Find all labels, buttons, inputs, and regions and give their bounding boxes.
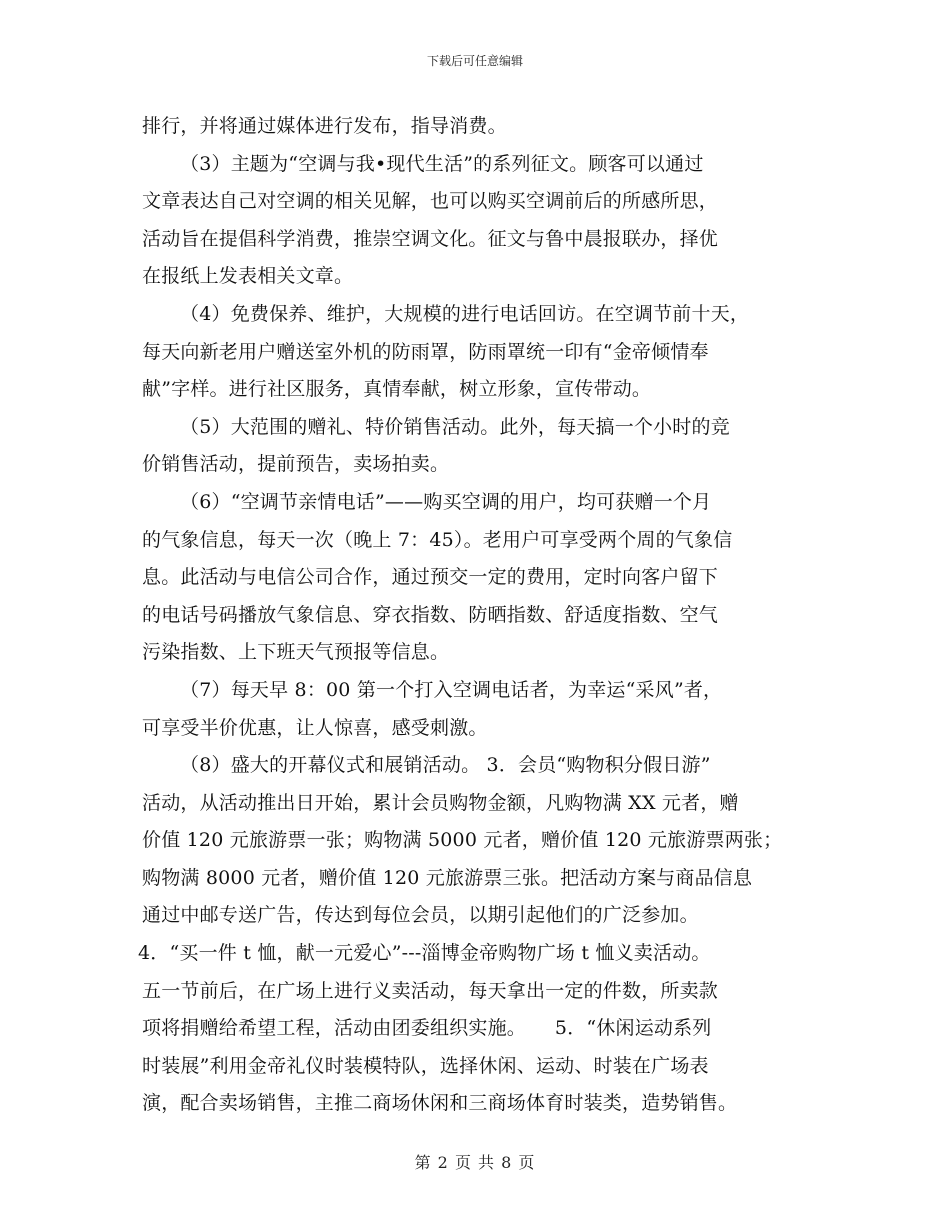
page-number-footer: 第 2 页 共 8 页: [414, 1153, 536, 1172]
body-line: 项将捐赠给希望工程，活动由团委组织实施。 5．“休闲运动系列: [142, 1017, 712, 1040]
body-line: 的电话号码播放气象信息、穿衣指数、防晒指数、舒适度指数、空气: [142, 603, 719, 626]
body-line: 购物满 8000 元者，赠价值 120 元旅游票三张。把活动方案与商品信息: [142, 866, 753, 889]
body-line: （5）大范围的赠礼、特价销售活动。此外，每天搞一个小时的竞: [180, 415, 730, 438]
body-line: 可享受半价优惠，让人惊喜，感受刺激。: [142, 716, 488, 739]
body-line: （6）“空调节亲情电话”——购买空调的用户，均可获赠一个月: [180, 490, 712, 513]
body-line: 时装展”利用金帝礼仪时装模特队，选择休闲、运动、时装在广场表: [142, 1054, 709, 1077]
body-line: 活动旨在提倡科学消费，推崇空调文化。征文与鲁中晨报联办，择优: [142, 227, 719, 250]
body-line: 4．“买一件 t 恤，献一元爱心”---淄博金帝购物广场 t 恤义卖活动。: [138, 942, 711, 965]
body-line: 五一节前后，在广场上进行义卖活动，每天拿出一定的件数，所卖款: [142, 979, 719, 1002]
body-line: 通过中邮专送广告，传达到每位会员，以期引起他们的广泛参加。: [142, 904, 699, 927]
body-line: （4）免费保养、维护，大规模的进行电话回访。在空调节前十天，: [180, 302, 750, 325]
body-line: 献”字样。进行社区服务，真情奉献，树立形象，宣传带动。: [142, 378, 652, 401]
body-line: （3）主题为“空调与我•现代生活”的系列征文。顾客可以通过: [180, 152, 704, 175]
body-line: 活动，从活动推出日开始，累计会员购物金额，凡购物满 XX 元者，赠: [142, 791, 739, 814]
body-line: 文章表达自己对空调的相关见解，也可以购买空调前后的所感所思，: [142, 190, 719, 213]
body-line: 排行，并将通过媒体进行发布，指导消费。: [142, 115, 507, 137]
body-line: （7）每天早 8：00 第一个打入空调电话者，为幸运“采风”者，: [180, 678, 723, 701]
body-line: （8）盛大的开幕仪式和展销活动。 3．会员“购物积分假日游”: [180, 754, 711, 777]
body-line: 演，配合卖场销售，主推二商场休闲和三商场体育时装类，造势销售。: [142, 1092, 738, 1115]
body-line: 污染指数、上下班天气预报等信息。: [142, 641, 450, 664]
page-header: 下载后可任意编辑: [426, 54, 523, 68]
body-line: 每天向新老用户赠送室外机的防雨罩，防雨罩统一印有“金帝倾情奉: [142, 340, 709, 363]
body-line: 价销售活动，提前预告，卖场拍卖。: [142, 453, 450, 476]
body-line: 价值 120 元旅游票一张；购物满 5000 元者，赠价值 120 元旅游票两张；: [142, 829, 783, 852]
body-line: 息。此活动与电信公司合作，通过预交一定的费用，定时向客户留下: [142, 566, 719, 589]
body-line: 在报纸上发表相关文章。: [142, 265, 354, 288]
document-body: [138, 108, 832, 1123]
body-line: 的气象信息，每天一次（晚上 7：45）。老用户可享受两个周的气象信: [142, 528, 733, 551]
